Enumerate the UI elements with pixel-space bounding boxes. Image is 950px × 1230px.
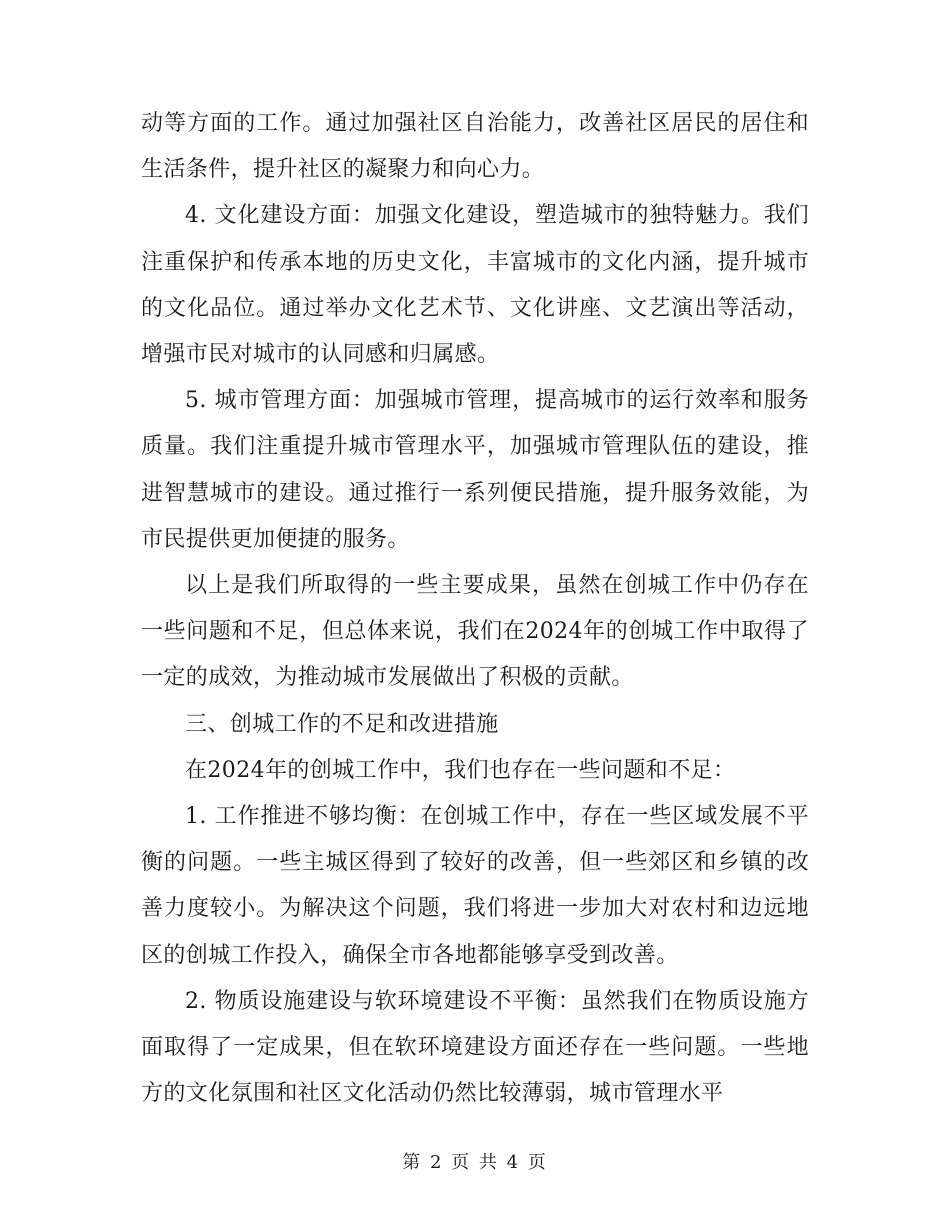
section-heading-shortcomings: 三、创城工作的不足和改进措施 — [185, 711, 499, 737]
paragraph-problem-1: 1. 工作推进不够均衡：在创城工作中，存在一些区域发展不平衡的问题。一些主城区得到了较好的改善，但一些郊区和乡镇的改善力度较小。为解决这个问题，我们将进一步加大对农村和边远地区的创城工作投入，确保全市各地都能够享受到改善。 — [141, 804, 809, 968]
page-number-footer: 第 2 页 共 4 页 — [402, 1152, 548, 1173]
paragraph-continuation: 动等方面的工作。通过加强社区自治能力，改善社区居民的居住和生活条件，提升社区的凝聚力和向心力。 — [141, 111, 809, 183]
document-body — [141, 101, 809, 1117]
paragraph-summary: 以上是我们所取得的一些主要成果，虽然在创城工作中仍存在一些问题和不足，但总体来说，我们在2024年的创城工作中取得了一定的成效，为推动城市发展做出了积极的贡献。 — [141, 573, 809, 691]
paragraph-culture: 4. 文化建设方面：加强文化建设，塑造城市的独特魅力。我们注重保护和传承本地的历史文化，丰富城市的文化内涵，提升城市的文化品位。通过举办文化艺术节、文化讲座、文艺演出等活动，增强市民对城市的认同感和归属感。 — [141, 203, 809, 368]
paragraph-intro-problems: 在2024年的创城工作中，我们也存在一些问题和不足： — [185, 757, 736, 783]
paragraph-city-management: 5. 城市管理方面：加强城市管理，提高城市的运行效率和服务质量。我们注重提升城市管理水平，加强城市管理队伍的建设，推进智慧城市的建设。通过推行一系列便民措施，提升服务效能，为市民提供更加便捷的服务。 — [141, 388, 809, 552]
paragraph-problem-2: 2. 物质设施建设与软环境建设不平衡：虽然我们在物质设施方面取得了一定成果，但在软环境建设方面还存在一些问题。一些地方的文化氛围和社区文化活动仍然比较薄弱，城市管理水平 — [141, 988, 809, 1107]
